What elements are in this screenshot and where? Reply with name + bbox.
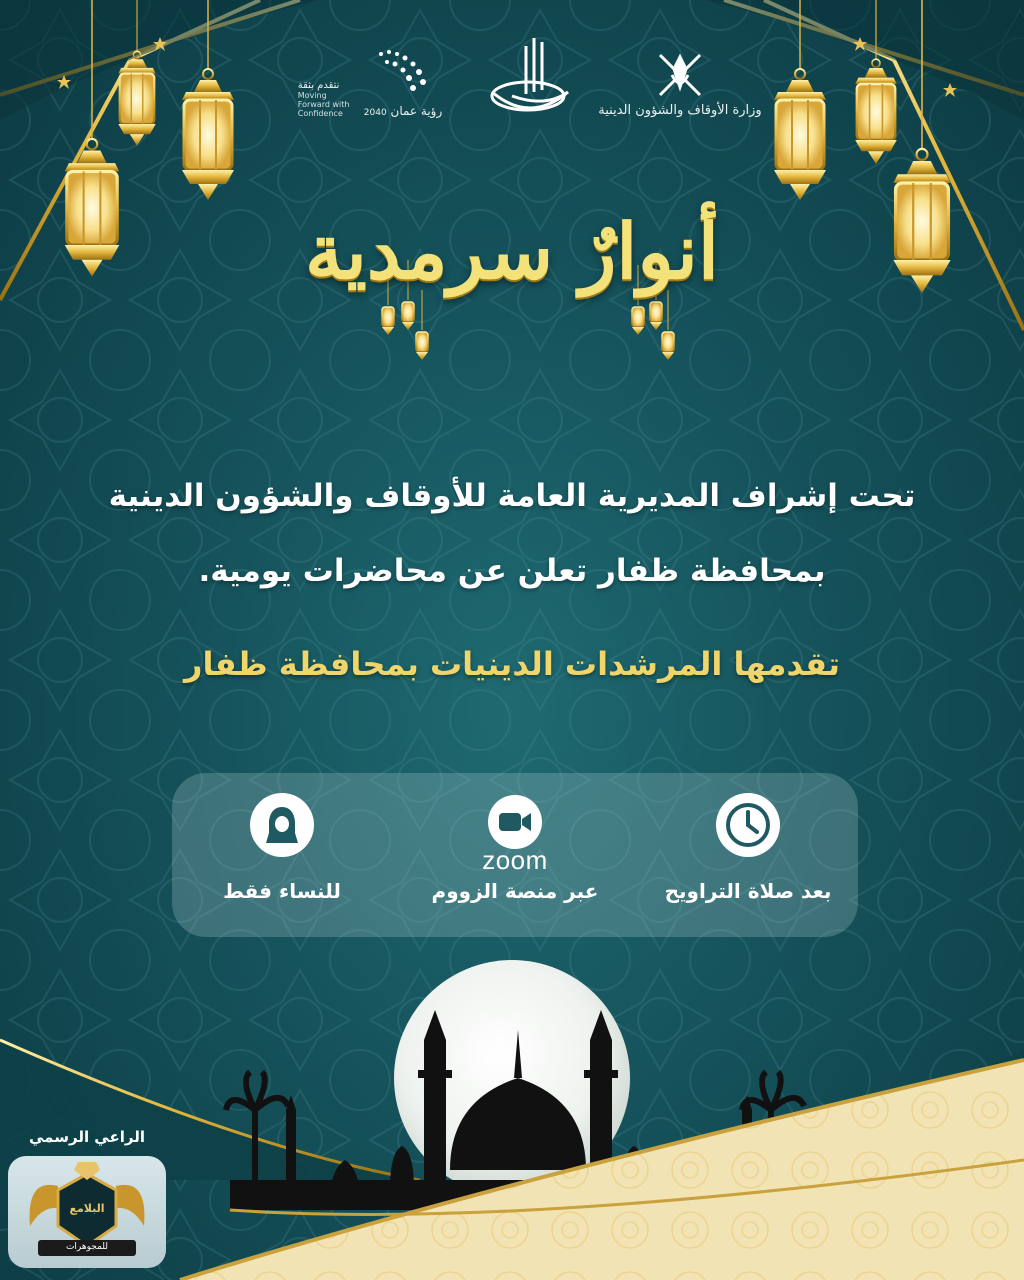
vision-name: [364, 104, 442, 118]
vision-name-text: رؤية عمان: [390, 104, 443, 118]
vision-swirl-icon: [371, 44, 435, 100]
header-logos: [280, 18, 760, 118]
veiled-woman-icon: [250, 793, 314, 857]
info-time: [638, 773, 858, 937]
calligraphy-logo: [475, 18, 585, 118]
info-panel: [172, 773, 858, 937]
ministry-name: وزارة الأوقاف والشؤون الدينية: [598, 103, 762, 118]
sponsor-tagline: للمجوهرات: [65, 1242, 109, 1252]
info-platform: [405, 773, 625, 937]
announcement-line-1: تحت إشراف المديرية العامة للأوقاف والشؤون الدينية: [108, 478, 916, 514]
vision-slogan-ar: نتقدم بثقة: [297, 80, 340, 91]
vision-year: 2040: [363, 108, 387, 118]
audience-label: للنساء فقط: [223, 879, 341, 903]
presented-by: تقدمها المرشدات الدينيات بمحافظة ظفار: [184, 645, 840, 683]
sponsor-brand: البلامع: [69, 1202, 105, 1215]
zoom-wordmark: zoom: [482, 845, 548, 875]
calligraphy-emblem-icon: [482, 32, 578, 118]
video-camera-icon: [488, 795, 542, 849]
vision-slogan-en: Moving Forward with Confidence: [297, 91, 350, 118]
official-sponsor: [8, 1128, 166, 1272]
clock-icon: [716, 793, 780, 857]
info-audience: [172, 773, 392, 937]
vision-row: [298, 44, 442, 118]
sponsor-title: الراعي الرسمي: [29, 1128, 145, 1146]
platform-label: عبر منصة الزووم: [431, 879, 599, 903]
sponsor-logo-card: [8, 1156, 166, 1268]
ministry-logo: [600, 18, 760, 118]
time-label: بعد صلاة التراويح: [664, 879, 832, 903]
oman-vision-logo: [280, 18, 460, 118]
khanjar-emblem-icon: [652, 47, 708, 103]
page-title: أنوارٌ سرمدية: [305, 207, 719, 296]
announcement-line-2: بمحافظة ظفار تعلن عن محاضرات يومية.: [198, 553, 826, 589]
